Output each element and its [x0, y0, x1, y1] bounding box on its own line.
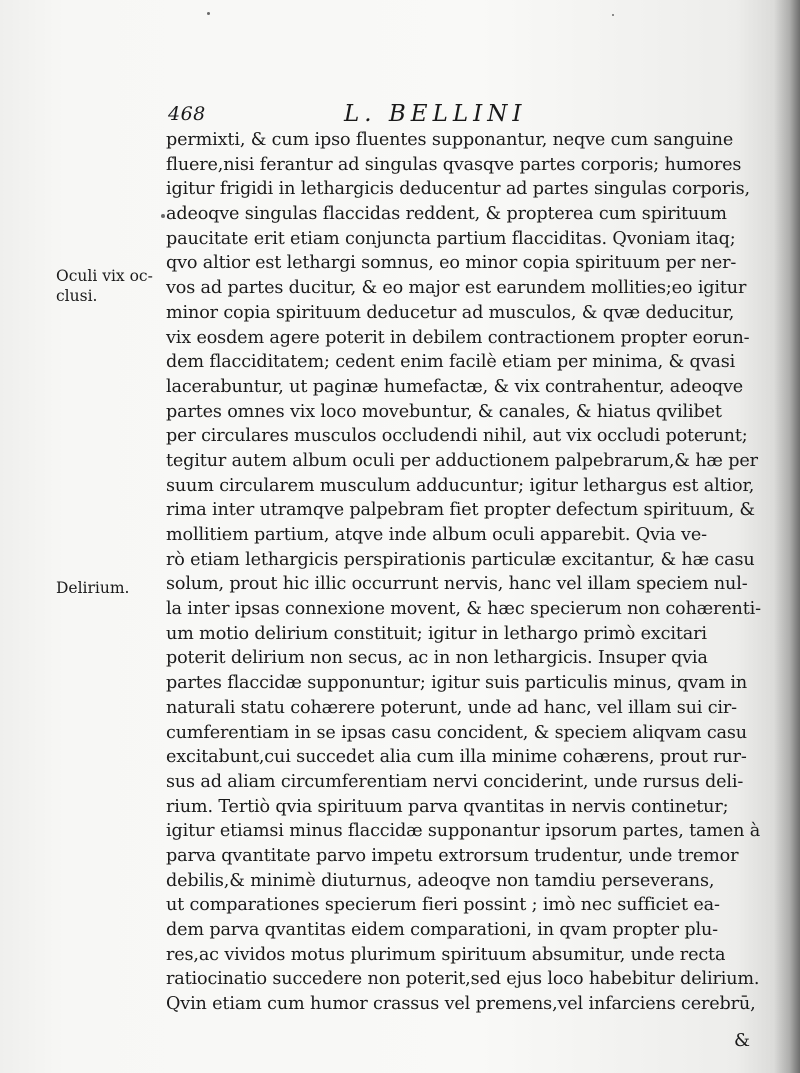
- text-line: res,ac vividos motus plurimum spirituum absumitur, unde recta: [166, 944, 726, 965]
- marginal-note-oculi-line2: clusi.: [56, 287, 98, 305]
- text-line: partes omnes vix loco movebuntur, & canales, & hiatus qvilibet: [166, 401, 722, 422]
- ink-speck: [612, 14, 614, 16]
- text-line: rò etiam lethargicis perspirationis particulæ excitantur, & hæ casu: [166, 549, 755, 570]
- text-line: partes flaccidæ supponuntur; igitur suis particulis minus, qvam in: [166, 673, 748, 694]
- text-line: ut comparationes specierum fieri possint ; imò nec sufficiet ea-: [166, 895, 720, 916]
- text-line: dem parva qvantitas eidem comparationi, in qvam propter plu-: [166, 920, 718, 940]
- text-line: qvo altior est lethargi somnus, eo minor copia spirituum per ner-: [166, 253, 737, 274]
- text-line: vos ad partes ducitur, & eo major est earundem mollities;eo igitur: [166, 278, 747, 299]
- page-number: 468: [168, 103, 206, 125]
- text-line: ratiocinatio succedere non poterit,sed ejus loco habebitur delirium.: [166, 969, 760, 990]
- text-line: cumferentiam in se ipsas casu concident, & speciem aliqvam casu: [166, 722, 747, 743]
- text-line: permixti, & cum ipso fluentes supponantur, neqve cum sanguine: [166, 130, 734, 150]
- text-line: dem flacciditatem; cedent enim facilè etiam per minima, & qvasi: [166, 352, 736, 373]
- text-line: paucitate erit etiam conjuncta partium flacciditas. Qvoniam itaq;: [166, 228, 736, 249]
- page-header: [168, 103, 608, 131]
- text-line: naturali statu cohærere poterunt, unde ad hanc, vel illam sui cir-: [166, 697, 737, 718]
- running-head: L. BELLINI: [344, 101, 527, 127]
- text-line: minor copia spirituum deducetur ad musculos, & qvæ deducitur,: [166, 302, 735, 323]
- text-line: poterit delirium non secus, ac in non lethargicis. Insuper qvia: [166, 648, 708, 669]
- text-line: excitabunt,cui succedet alia cum illa minime cohærens, prout rur-: [166, 747, 747, 768]
- marginal-note-oculi-line1: Oculi vix oc-: [56, 267, 153, 285]
- text-line: rima inter utramqve palpebram fiet propter defectum spirituum, &: [166, 500, 755, 521]
- text-line: igitur frigidi in lethargicis deducentur ad partes singulas corporis,: [166, 179, 750, 200]
- text-line: solum, prout hic illic occurrunt nervis, hanc vel illam speciem nul-: [166, 574, 748, 595]
- text-line: la inter ipsas connexione movent, & hæc specierum non cohærenti-: [166, 599, 761, 620]
- text-line: vix eosdem agere poterit in debilem contractionem propter eorun-: [166, 327, 750, 348]
- ink-speck: [207, 12, 210, 15]
- marginal-note-oculi: [56, 266, 153, 306]
- text-line: um motio delirium constituit; igitur in lethargo primò excitari: [166, 623, 707, 644]
- text-line: parva qvantitate parvo impetu extrorsum trudentur, unde tremor: [166, 845, 739, 866]
- text-line: per circulares musculos occludendi nihil, aut vix occludi poterunt;: [166, 426, 748, 447]
- text-line: debilis,& minimè diuturnus, adeoqve non tamdiu perseverans,: [166, 870, 715, 891]
- text-line: sus ad aliam circumferentiam nervi conciderint, unde rursus deli-: [166, 771, 744, 792]
- text-line: mollitiem partium, atqve inde album oculi apparebit. Qvia ve-: [166, 525, 707, 545]
- text-line: fluere,nisi ferantur ad singulas qvasqve partes corporis; humores: [166, 154, 742, 175]
- catchword: &: [734, 1030, 751, 1051]
- text-line: lacerabuntur, ut paginæ humefactæ, & vix contrahentur, adeoqve: [166, 376, 744, 397]
- text-line: tegitur autem album oculi per adductionem palpebrarum,& hæ per: [166, 450, 758, 471]
- text-line: igitur etiamsi minus flaccidæ supponantur ipsorum partes, tamen à: [166, 821, 761, 842]
- marginal-note-delirium: Delirium.: [56, 579, 130, 597]
- text-line: Qvin etiam cum humor crassus vel premens,vel infarciens cerebrū,: [166, 994, 756, 1015]
- ink-speck: [161, 214, 165, 218]
- text-line: rium. Tertiò qvia spirituum parva qvantitas in nervis continetur;: [166, 796, 729, 817]
- text-line: suum circularem musculum adducuntur; igitur lethargus est altior,: [166, 475, 755, 496]
- text-line: adeoqve singulas flaccidas reddent, & propterea cum spirituum: [166, 204, 727, 225]
- body-text: [166, 128, 786, 1017]
